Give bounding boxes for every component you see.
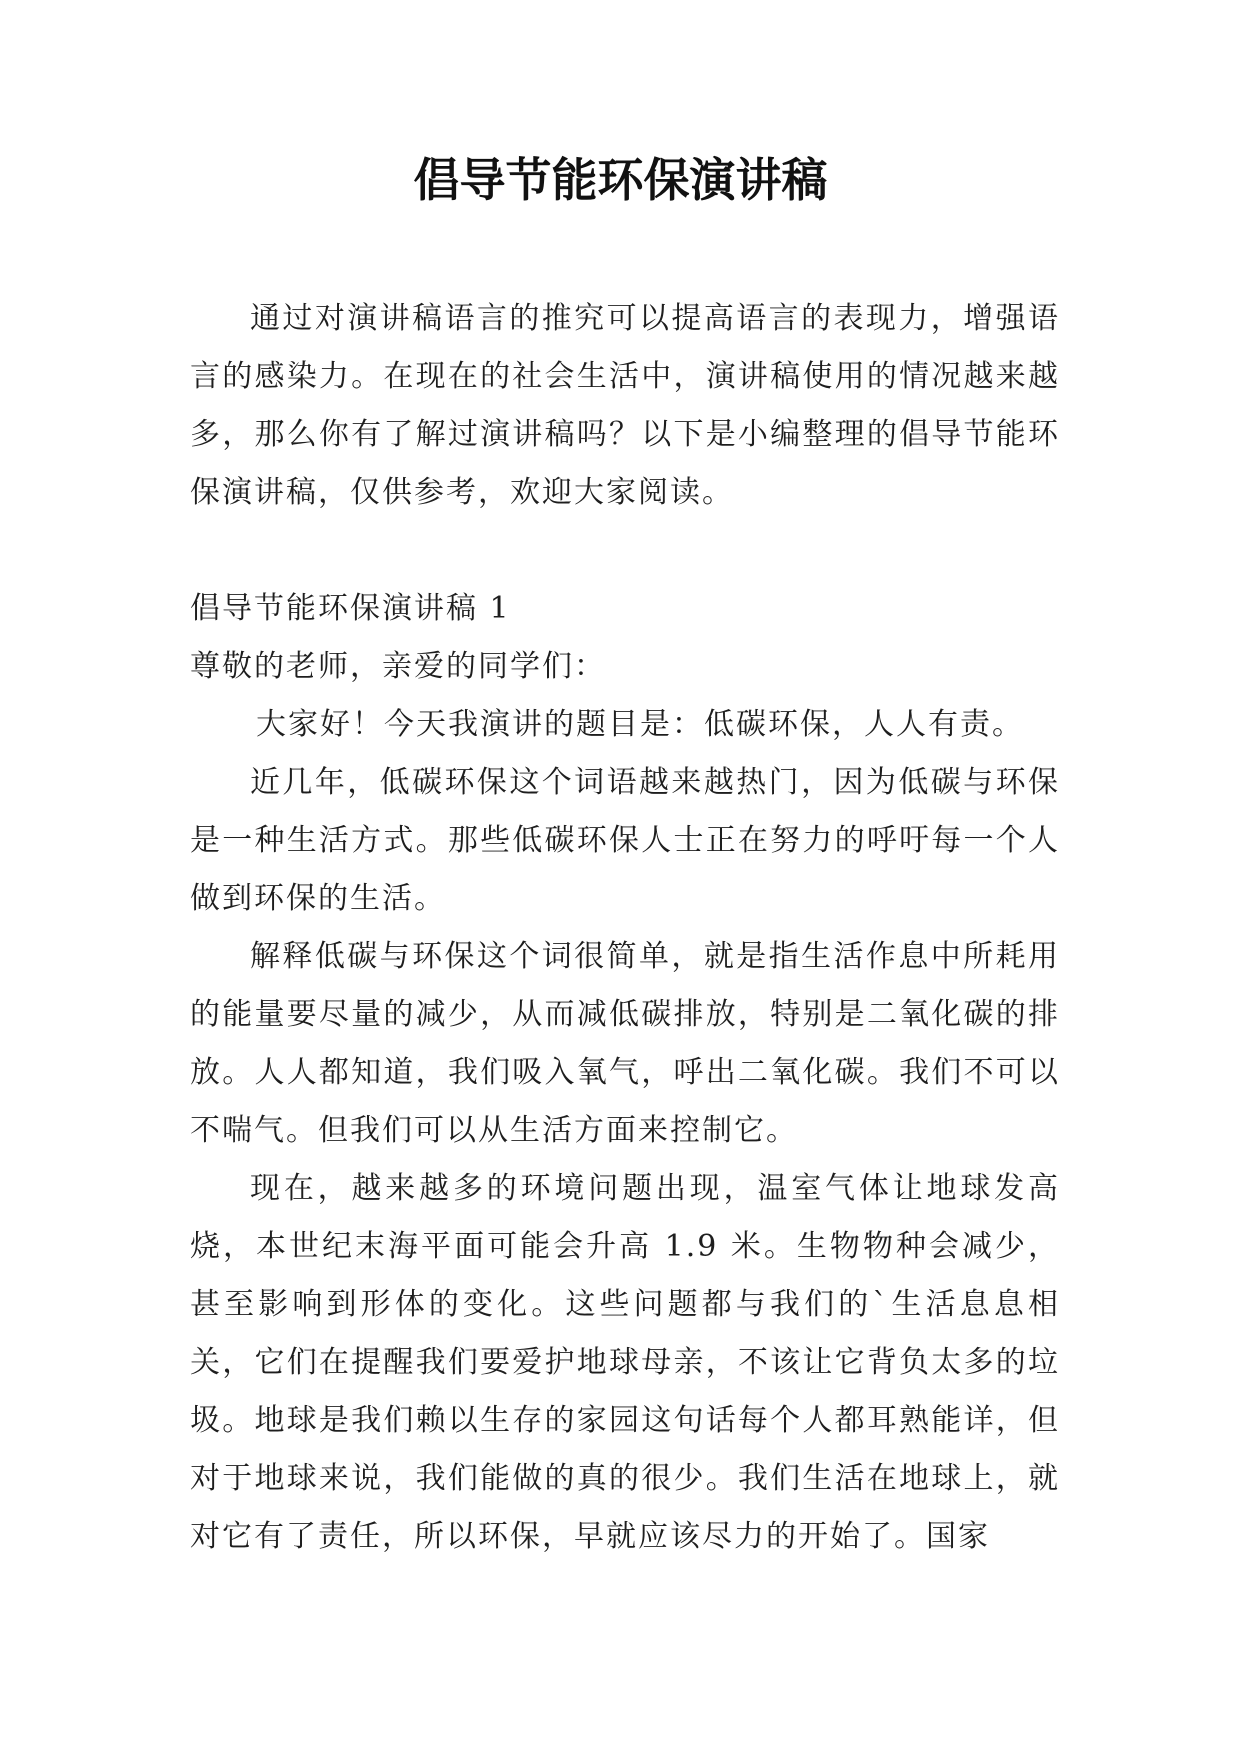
document-body xyxy=(190,290,1060,1566)
spacer xyxy=(190,522,1060,580)
intro-paragraph: 通过对演讲稿语言的推究可以提高语言的表现力，增强语言的感染力。在现在的社会生活中，演讲稿使用的情况越来越多，那么你有了解过演讲稿吗？以下是小编整理的倡导节能环保演讲稿，仅供参考，欢迎大家阅读。 xyxy=(190,301,1060,510)
body-paragraph-1: 近几年，低碳环保这个词语越来越热门，因为低碳与环保是一种生活方式。那些低碳环保人士正在努力的呼吁每一个人做到环保的生活。 xyxy=(190,765,1060,916)
section-heading: 倡导节能环保演讲稿 1 xyxy=(190,591,511,626)
body-paragraph-2: 解释低碳与环保这个词很简单，就是指生活作息中所耗用的能量要尽量的减少，从而减低碳排放，特别是二氧化碳的排放。人人都知道，我们吸入氧气，呼出二氧化碳。我们不可以不喘气。但我们可以从生活方面来控制它。 xyxy=(190,939,1060,1148)
greeting-line: 大家好！今天我演讲的题目是：低碳环保，人人有责。 xyxy=(256,707,1024,742)
document-title: 倡导节能环保演讲稿 xyxy=(413,153,828,207)
body-paragraph-3: 现在，越来越多的环境问题出现，温室气体让地球发高烧，本世纪末海平面可能会升高 1.9 米。生物物种会减少，甚至影响到形体的变化。这些问题都与我们的`生活息息相关，它们在提醒我们要爱护地球母亲，不该让它背负太多的垃圾。地球是我们赖以生存的家园这句话每个人都耳熟能详，但对于地球来说，我们能做的真的很少。我们生活在地球上，就对它有了责任，所以环保，早就应该尽力的开始了。国家 xyxy=(190,1171,1060,1554)
salutation: 尊敬的老师，亲爱的同学们： xyxy=(190,649,606,684)
